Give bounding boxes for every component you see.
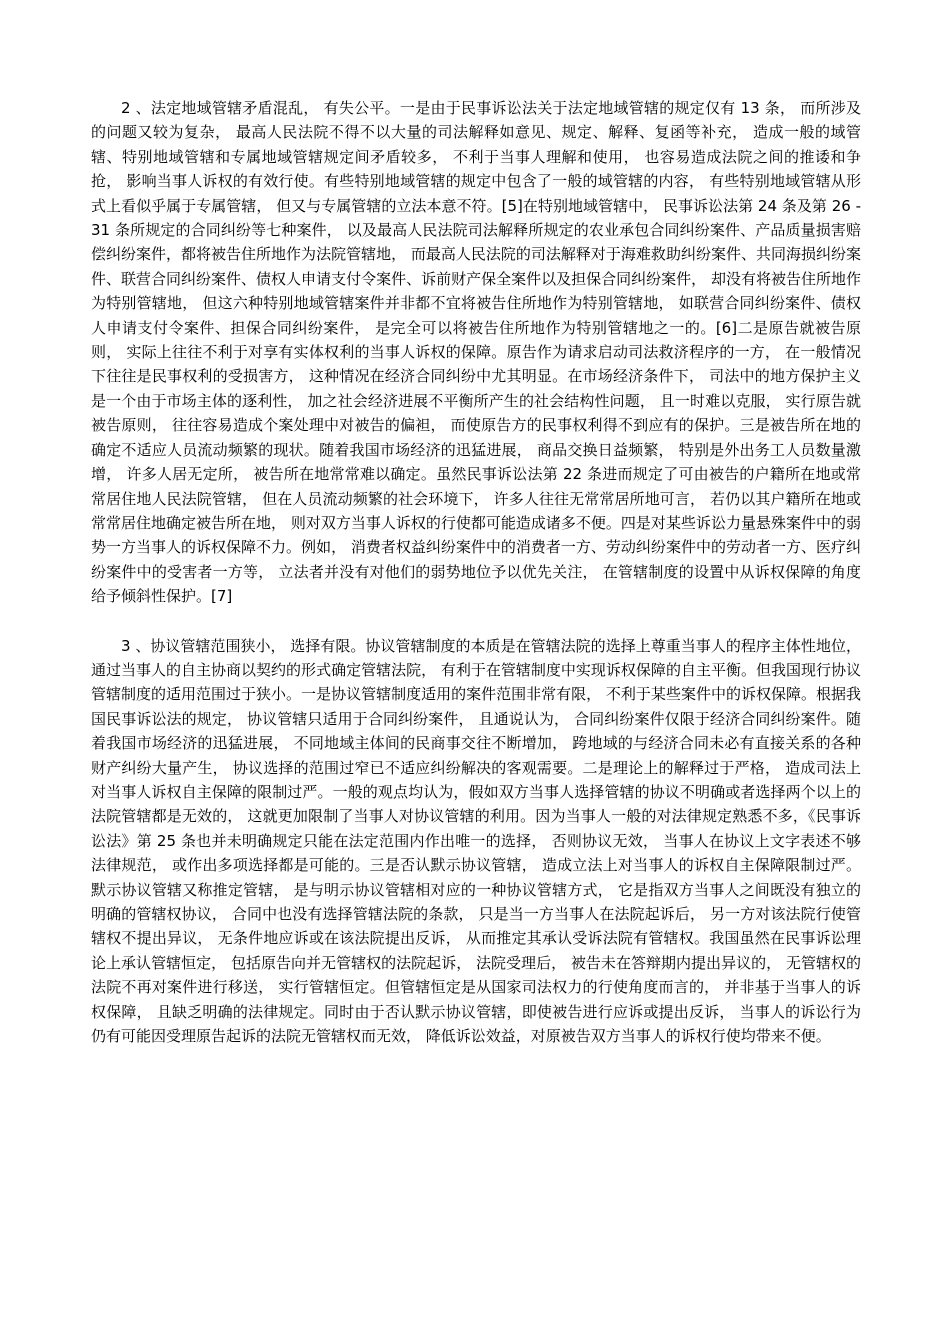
document-body xyxy=(91,96,861,1048)
paragraph-agreement-jurisdiction: 3 、协议管辖范围狭小， 选择有限。协议管辖制度的本质是在管辖法院的选择上尊重当事人的程序主体性地位，通过当事人的自主协商以契约的形式确定管辖法院， 有利于在管辖制度中实现诉权保障的自主平衡。但我国现行协议管辖制度的适用范围过于狭小。一是协议管辖制度适用的案件范围非常有限， 不利于某些案件中的诉权保障。根据我国民事诉讼法的规定， 协议管辖只适用于合同纠纷案件， 且通说认为， 合同纠纷案件仅限于经济合同纠纷案件。随着我国市场经济的迅猛进展， 不同地域主体间的民商事交往不断增加， 跨地域的与经济合同未必有直接关系的各种财产纠纷大量产生， 协议选择的范围过窄已不适应纠纷解决的客观需要。二是理论上的解释过于严格， 造成司法上对当事人诉权自主保障的限制过严。一般的观点均认为，假如双方当事人选择管辖的协议不明确或者选择两个以上的法院管辖都是无效的， 这就更加限制了当事人对协议管辖的利用。因为当事人一般的对法律规定熟悉不多，《民事诉讼法》第 25 条也并未明确规定只能在法定范围内作出唯一的选择， 否则协议无效， 当事人在协议上文字表述不够法律规范， 或作出多项选择都是可能的。三是否认默示协议管辖， 造成立法上对当事人的诉权自主保障限制过严。默示协议管辖又称推定管辖， 是与明示协议管辖相对应的一种协议管辖方式， 它是指双方当事人之间既没有独立的明确的管辖权协议， 合同中也没有选择管辖法院的条款， 只是当一方当事人在法院起诉后， 另一方对该法院行使管辖权不提出异议， 无条件地应诉或在该法院提出反诉， 从而推定其承认受诉法院有管辖权。我国虽然在民事诉讼理论上承认管辖恒定， 包括原告向并无管辖权的法院起诉， 法院受理后， 被告未在答辩期内提出异议的， 无管辖权的法院不再对案件进行移送， 实行管辖恒定。但管辖恒定是从国家司法权力的行使角度而言的， 并非基于当事人的诉权保障， 且缺乏明确的法律规定。同时由于否认默示协议管辖，即使被告进行应诉或提出反诉， 当事人的诉讼行为仍有可能因受理原告起诉的法院无管辖权而无效， 降低诉讼效益，对原被告双方当事人的诉权行使均带来不便。 xyxy=(91,636,861,1046)
paragraph-jurisdiction-conflict: 2 、法定地域管辖矛盾混乱， 有失公平。一是由于民事诉讼法关于法定地域管辖的规定仅有 13 条， 而所涉及的问题又较为复杂， 最高人民法院不得不以大量的司法解释如意见、规定、解释、复函等补充， 造成一般的域管辖、特别地域管辖和专属地域管辖规定间矛盾较多， 不利于当事人理解和使用， 也容易造成法院之间的推诿和争抢， 影响当事人诉权的有效行使。有些特别地域管辖的规定中包含了一般的域管辖的内容， 有些特别地域管辖从形式上看似乎属于专属管辖， 但又与专属管辖的立法本意不符。[5]在特别地域管辖中， 民事诉讼法第 24 条及第 26 - 31 条所规定的合同纠纷等七种案件， 以及最高人民法院司法解释所规定的农业承包合同纠纷案件、产品质量损害赔偿纠纷案件，都将被告住所地作为法院管辖地， 而最高人民法院的司法解释对于海难救助纠纷案件、共同海损纠纷案件、联营合同纠纷案件、债权人申请支付令案件、诉前财产保全案件以及担保合同纠纷案件， 却没有将被告住所地作为特别管辖地， 但这六种特别地域管辖案件并非都不宜将被告住所地作为特别管辖地， 如联营合同纠纷案件、债权人申请支付令案件、担保合同纠纷案件， 是完全可以将被告住所地作为特别管辖地之一的。[6]二是原告就被告原则， 实际上往往不利于对享有实体权利的当事人诉权的保障。原告作为请求启动司法救济程序的一方， 在一般情况下往往是民事权利的受损害方， 这种情况在经济合同纠纷中尤其明显。在市场经济条件下， 司法中的地方保护主义是一个由于市场主体的逐利性， 加之社会经济进展不平衡所产生的社会结构性问题， 且一时难以克服， 实行原告就被告原则， 往往容易造成个案处理中对被告的偏袒， 而使原告方的民事权利得不到应有的保护。三是被告所在地的确定不适应人员流动频繁的现状。随着我国市场经济的迅猛进展， 商品交换日益频繁， 特别是外出务工人员数量激增， 许多人居无定所， 被告所在地常常难以确定。虽然民事诉讼法第 22 条进而规定了可由被告的户籍所在地或常常居住地人民法院管辖， 但在人员流动频繁的社会环境下， 许多人往往无常常居所地可言， 若仍以其户籍所在地或常常居住地确定被告所在地， 则对双方当事人诉权的行使都可能造成诸多不便。四是对某些诉讼力量悬殊案件中的弱势一方当事人的诉权保障不力。例如， 消费者权益纠纷案件中的消费者一方、劳动纠纷案件中的劳动者一方、医疗纠纷案件中的受害者一方等， 立法者并没有对他们的弱势地位予以优先关注， 在管辖制度的设置中从诉权保障的角度给予倾斜性保护。[7] xyxy=(91,99,861,606)
